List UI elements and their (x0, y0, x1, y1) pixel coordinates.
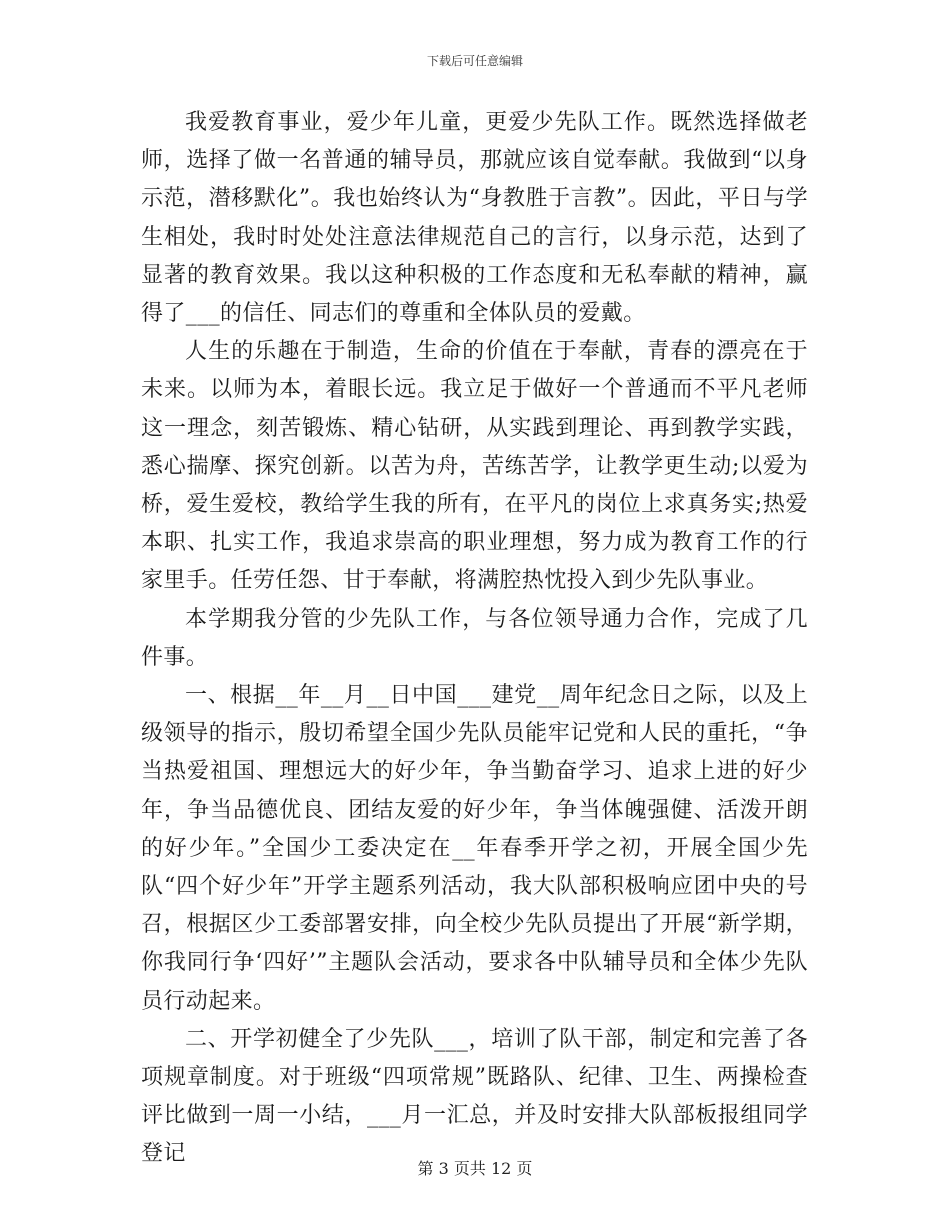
paragraph-2: 人生的乐趣在于制造，生命的价值在于奉献，青春的漂亮在于未来。以师为本，着眼长远。我立足于做好一个普通而不平凡老师这一理念，刻苦锻炼、精心钻研，从实践到理论、再到教学实践，悉心揣摩、探究创新。以苦为舟，苦练苦学，让教学更生动;以爱为桥，爱生爱校，教给学生我的所有，在平凡的岗位上求真务实;热爱本职、扎实工作，我追求崇高的职业理想，努力成为教育工作的行家里手。任劳任怨、甘于奉献，将满腔热忱投入到少先队事业。 (141, 339, 808, 594)
document-body (141, 104, 808, 1174)
paragraph-4: 一、根据__年__月__日中国___建党__周年纪念日之际，以及上级领导的指示，殷切希望全国少先队员能牢记党和人民的重托，“争当热爱祖国、理想远大的好少年，争当勤奋学习、追求上进的好少年，争当品德优良、团结友爱的好少年，争当体魄强健、活泼开朗的好少年。”全国少工委决定在__年春季开学之初，开展全国少先队“四个好少年”开学主题系列活动，我大队部积极响应团中央的号召，根据区少工委部署安排，向全校少先队员提出了开展“新学期，你我同行争‘四好’”主题队会活动，要求各中队辅导员和全体少先队员行动起来。 (141, 683, 808, 1014)
paragraph-1: 我爱教育事业，爱少年儿童，更爱少先队工作。既然选择做老师，选择了做一名普通的辅导员，那就应该自觉奉献。我做到“以身示范，潜移默化”。我也始终认为“身教胜于言教”。因此，平日与学生相处，我时时处处注意法律规范自己的言行，以身示范，达到了显著的教育效果。我以这种积极的工作态度和无私奉献的精神，赢得了___的信任、同志们的尊重和全体队员的爱戴。 (141, 110, 808, 327)
paragraph-5: 二、开学初健全了少先队___，培训了队干部，制定和完善了各项规章制度。对于班级“四项常规”既路队、纪律、卫生、两操检查评比做到一周一小结，___月一汇总，并及时安排大队部板报组同学登记 (141, 1026, 808, 1167)
page-number: 第 3 页共 12 页 (417, 1159, 533, 1178)
page-header-note: 下载后可任意编辑 (426, 54, 523, 68)
paragraph-3: 本学期我分管的少先队工作，与各位领导通力合作，完成了几件事。 (141, 606, 808, 670)
